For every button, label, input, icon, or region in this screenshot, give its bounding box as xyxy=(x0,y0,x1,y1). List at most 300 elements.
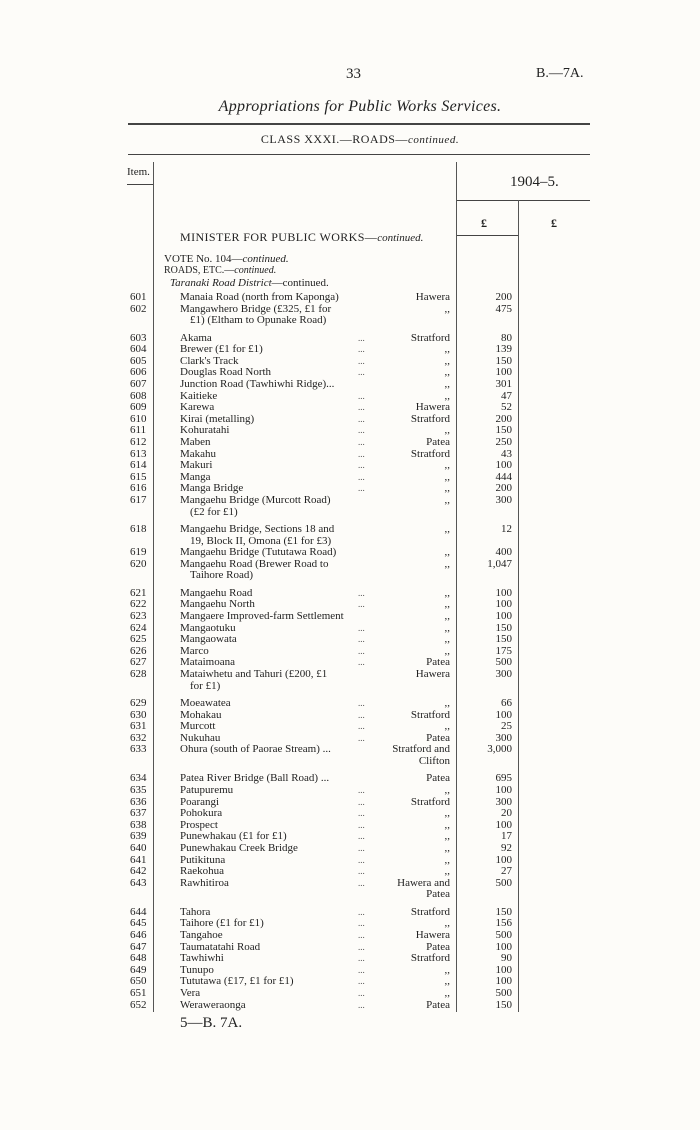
district-name-line: ,, xyxy=(444,842,450,854)
amount-value: 100 xyxy=(495,366,512,379)
item-number: 650 xyxy=(130,975,147,988)
leader-dots: ... xyxy=(358,964,365,975)
roads-heading-main: ROADS, ETC.— xyxy=(164,265,235,276)
item-number: 641 xyxy=(130,853,147,866)
district-name xyxy=(370,976,450,988)
amount-value: 156 xyxy=(495,917,512,930)
item-number: 618 xyxy=(130,523,147,535)
roads-heading xyxy=(164,265,276,276)
leader-dots: ... xyxy=(358,483,365,494)
district-name-line: ,, xyxy=(444,818,450,831)
item-description-line: Mangawhero Bridge (£325, £1 for xyxy=(180,302,332,315)
leader-dots: ... xyxy=(358,437,365,447)
item-description xyxy=(180,843,368,855)
amount-value: 150 xyxy=(495,905,512,918)
district-name-line: ,, xyxy=(444,523,450,535)
item-number: 632 xyxy=(130,731,147,744)
district-name xyxy=(370,483,450,495)
item-description-line: Ohura (south of Paorae Stream) ... xyxy=(180,743,331,756)
amount-value: 43 xyxy=(501,447,512,460)
amount-value: 80 xyxy=(501,331,512,344)
district-name-line: ,, xyxy=(444,343,450,356)
item-description-line: Mangaehu Road xyxy=(180,586,253,599)
district-name xyxy=(370,669,450,681)
leader-dots: ... xyxy=(358,355,365,366)
item-description-line: Mangaere Improved-farm Settlement xyxy=(180,610,344,622)
item-number: 630 xyxy=(130,708,147,721)
district-name xyxy=(370,797,450,809)
item-number: 624 xyxy=(130,621,147,634)
district-name-line: ,, xyxy=(444,975,450,988)
district-name xyxy=(370,953,450,965)
leader-dots: ... xyxy=(358,425,365,436)
district-name-line: Patea xyxy=(426,731,450,744)
item-description xyxy=(180,1000,368,1012)
item-description xyxy=(180,785,368,797)
leader-dots: ... xyxy=(358,796,365,807)
item-description-line: Mangaowata xyxy=(180,633,237,646)
district-name-line: ,, xyxy=(444,987,450,999)
amount-value: 100 xyxy=(495,610,512,622)
district-name xyxy=(370,495,450,507)
amount-value: 150 xyxy=(495,998,512,1011)
item-description-line: Makuri xyxy=(180,459,213,472)
district-name-line: Patea xyxy=(426,656,450,669)
title-rule xyxy=(128,123,590,125)
amount-value: 300 xyxy=(495,494,512,506)
district-name-line: ,, xyxy=(444,546,450,559)
item-description-line: Tawhiwhi xyxy=(180,952,224,965)
item-number: 625 xyxy=(130,633,147,646)
item-description-line: Akama xyxy=(180,331,212,344)
item-number: 631 xyxy=(130,720,147,733)
district-name xyxy=(370,414,450,426)
district-name-line: ,, xyxy=(444,366,450,379)
item-description-line: Makahu xyxy=(180,447,217,460)
roads-heading-suffix: continued. xyxy=(234,265,277,276)
item-number: 652 xyxy=(130,998,147,1011)
item-description-line: Murcott xyxy=(180,720,216,733)
amount-value: 695 xyxy=(495,772,512,785)
leader-dots: ... xyxy=(358,657,365,668)
leader-dots: ... xyxy=(358,941,365,952)
item-description xyxy=(180,988,368,1000)
item-number: 602 xyxy=(130,302,147,315)
leader-dots: ... xyxy=(358,918,365,929)
leader-dots: ... xyxy=(358,831,365,842)
item-description-line: Nukuhau xyxy=(180,731,221,744)
class-rule xyxy=(128,154,590,155)
district-name-line: ,, xyxy=(444,610,450,622)
amount-value: 52 xyxy=(501,401,512,414)
minister-heading-suffix: continued. xyxy=(377,232,424,244)
amount-value: 100 xyxy=(495,853,512,866)
item-number: 647 xyxy=(130,940,147,953)
district-name xyxy=(370,599,450,611)
leader-dots: ... xyxy=(358,721,365,732)
district-name xyxy=(370,367,450,379)
item-description-line: 19, Block II, Omona (£1 for £3) xyxy=(190,534,332,547)
item-description xyxy=(180,698,368,710)
district-name-line: Hawera xyxy=(415,401,450,414)
district-name-line: ,, xyxy=(444,482,450,495)
district-name xyxy=(370,588,450,600)
district-name-line: Stratford xyxy=(410,795,450,808)
amount-value: 500 xyxy=(495,929,512,941)
district-name xyxy=(370,808,450,820)
pound-symbol-col1: £ xyxy=(481,216,487,230)
district-name xyxy=(370,855,450,867)
item-number: 639 xyxy=(130,830,147,843)
amount-value: 444 xyxy=(495,470,512,483)
year-header-rule xyxy=(456,200,590,201)
item-number: 643 xyxy=(130,876,147,889)
item-number: 611 xyxy=(130,424,147,437)
item-description-line: Punewhakau (£1 for £1) xyxy=(180,830,287,843)
item-number: 604 xyxy=(130,343,147,356)
vote-heading xyxy=(164,253,289,265)
district-name xyxy=(370,472,450,484)
item-description-line: Mataimoana xyxy=(180,656,235,669)
item-description-line: Douglas Road North xyxy=(180,366,272,379)
item-description-line: Mataiwhetu and Tahuri (£200, £1 xyxy=(180,668,328,680)
amount-value: 1,047 xyxy=(487,557,512,570)
leader-dots: ... xyxy=(358,448,365,459)
class-title xyxy=(160,132,560,147)
item-description-line: Taumatatahi Road xyxy=(180,940,261,953)
item-number: 610 xyxy=(130,412,147,425)
item-description-line: Putikituna xyxy=(180,853,226,866)
item-number: 634 xyxy=(130,772,147,785)
leader-dots: ... xyxy=(358,732,365,743)
leader-dots: ... xyxy=(358,988,365,998)
item-description-line: Weraweraonga xyxy=(180,998,246,1011)
amount-value: 92 xyxy=(501,842,512,854)
district-name-line: ,, xyxy=(444,557,450,570)
item-description-line: Kohuratahi xyxy=(180,424,230,437)
district-name-line: Clifton xyxy=(418,754,450,767)
district-name-line: ,, xyxy=(444,784,450,796)
district-name xyxy=(370,524,450,536)
district-name-line: Stratford xyxy=(410,905,450,918)
leader-dots: ... xyxy=(358,877,365,888)
item-description xyxy=(180,976,368,988)
class-title-suffix: continued. xyxy=(407,134,460,146)
leader-dots: ... xyxy=(358,808,365,819)
item-description-line: Mangaehu Bridge, Sections 18 and xyxy=(180,523,335,535)
item-description-line: Mohakau xyxy=(180,708,222,721)
amount-column-divider xyxy=(456,162,457,1012)
item-description xyxy=(180,559,368,582)
item-description-line: Manga Bridge xyxy=(180,482,244,495)
district-name xyxy=(370,559,450,571)
district-name-line: ,, xyxy=(444,697,450,709)
district-heading-suffix: —continued. xyxy=(271,277,329,289)
district-name xyxy=(370,460,450,472)
item-description-line: Mangaehu Bridge (Murcott Road) xyxy=(180,494,331,506)
item-description-line: Manga xyxy=(180,470,211,483)
item-description-line: Pohokura xyxy=(180,807,223,820)
amount-value: 100 xyxy=(495,963,512,976)
district-name-line: ,, xyxy=(444,830,450,843)
district-name-line: ,, xyxy=(444,853,450,866)
minister-heading-main: MINISTER FOR PUBLIC WORKS— xyxy=(180,230,378,244)
page-title: Appropriations for Public Works Services. xyxy=(218,98,502,115)
item-number: 606 xyxy=(130,366,147,379)
amount-value: 100 xyxy=(495,598,512,611)
item-description-line: Vera xyxy=(180,987,201,999)
leader-dots: ... xyxy=(358,367,365,378)
item-description-line: Tangahoe xyxy=(180,929,223,941)
amount-value: 3,000 xyxy=(487,743,512,756)
item-header-rule xyxy=(127,184,153,185)
leader-dots: ... xyxy=(358,599,365,610)
item-number: 635 xyxy=(130,784,147,796)
item-number: 620 xyxy=(130,557,147,570)
district-name-line: ,, xyxy=(444,459,450,472)
district-name-line: ,, xyxy=(444,644,450,657)
district-name-line: Patea xyxy=(426,888,450,901)
leader-dots: ... xyxy=(358,634,365,645)
item-number: 636 xyxy=(130,795,147,808)
district-name-line: Hawera xyxy=(415,668,450,680)
district-name-line: ,, xyxy=(444,494,450,506)
leader-dots: ... xyxy=(358,698,365,708)
district-name xyxy=(370,843,450,855)
amount-value: 100 xyxy=(495,586,512,599)
district-name xyxy=(370,333,450,345)
district-name-line: ,, xyxy=(444,586,450,599)
item-number: 638 xyxy=(130,818,147,831)
district-name-line: Hawera and xyxy=(397,876,450,889)
amount-value: 200 xyxy=(495,482,512,495)
district-name-line: Patea xyxy=(426,436,450,448)
district-name xyxy=(370,710,450,722)
year-column-header: 1904–5. xyxy=(510,174,559,190)
page-signature: 5—B. 7A. xyxy=(180,1015,243,1031)
leader-dots: ... xyxy=(358,587,365,598)
amount-value: 150 xyxy=(495,354,512,367)
item-description xyxy=(180,524,368,547)
item-description-line: Maben xyxy=(180,436,211,448)
district-name xyxy=(370,449,450,461)
item-description-line: Raekohua xyxy=(180,865,224,878)
pound-header-rule xyxy=(456,235,518,236)
amount-value: 66 xyxy=(501,697,512,709)
item-description-line: Karewa xyxy=(180,401,215,414)
district-name-line: Stratford xyxy=(410,447,450,460)
leader-dots: ... xyxy=(358,390,365,401)
district-name-line: Stratford xyxy=(410,708,450,721)
item-number: 617 xyxy=(130,494,147,506)
amount-value: 300 xyxy=(495,668,512,680)
item-description-line: for £1) xyxy=(190,679,221,692)
district-name xyxy=(370,930,450,942)
item-number: 648 xyxy=(130,952,147,965)
district-name-line: ,, xyxy=(444,963,450,976)
leader-dots: ... xyxy=(358,854,365,865)
item-number: 627 xyxy=(130,656,147,669)
item-description xyxy=(180,669,368,692)
item-description-line: Clark's Track xyxy=(180,354,239,367)
district-name xyxy=(370,437,450,449)
amount-value: 150 xyxy=(495,424,512,437)
item-description-line: Mangaehu Road (Brewer Road to xyxy=(180,557,329,570)
district-heading xyxy=(170,277,329,289)
item-description xyxy=(180,304,368,327)
item-number: 615 xyxy=(130,470,147,483)
district-name-line: Stratford xyxy=(410,952,450,965)
item-description-line: Manaia Road (north from Kaponga) xyxy=(180,291,339,303)
amount-value: 100 xyxy=(495,784,512,796)
item-description-line: Prospect xyxy=(180,818,218,831)
item-number: 612 xyxy=(130,436,147,448)
item-number: 644 xyxy=(130,905,147,918)
district-name xyxy=(370,344,450,356)
item-description xyxy=(180,495,368,518)
leader-dots: ... xyxy=(358,344,365,355)
district-name xyxy=(370,785,450,797)
item-description xyxy=(180,292,368,304)
item-number: 601 xyxy=(130,291,147,303)
amount-value: 150 xyxy=(495,633,512,646)
amount-value: 400 xyxy=(495,546,512,559)
document-reference: B.—7A. xyxy=(536,66,584,81)
page-number: 33 xyxy=(346,66,361,82)
district-name xyxy=(370,698,450,710)
district-name-line: ,, xyxy=(444,621,450,634)
amount-value: 27 xyxy=(501,865,512,878)
item-number: 645 xyxy=(130,917,147,930)
item-description-line: Kaitieke xyxy=(180,389,218,402)
district-name xyxy=(370,907,450,919)
item-description xyxy=(180,437,368,449)
leader-dots: ... xyxy=(358,785,365,795)
district-name xyxy=(370,634,450,646)
item-description-line: Brewer (£1 for £1) xyxy=(180,343,263,356)
amount-value: 500 xyxy=(495,656,512,669)
item-number: 629 xyxy=(130,697,147,709)
district-name xyxy=(370,379,450,391)
item-number: 613 xyxy=(130,447,147,460)
amount-value: 300 xyxy=(495,795,512,808)
item-description-line: Taihore (£1 for £1) xyxy=(180,917,264,930)
item-description-line: Mangaehu Bridge (Tututawa Road) xyxy=(180,546,337,559)
district-name-line: ,, xyxy=(444,720,450,733)
item-number: 605 xyxy=(130,354,147,367)
item-number: 651 xyxy=(130,987,147,999)
minister-heading xyxy=(180,230,423,245)
amount-value: 300 xyxy=(495,731,512,744)
leader-dots: ... xyxy=(358,866,365,877)
amount-value: 90 xyxy=(501,952,512,965)
leader-dots: ... xyxy=(358,843,365,853)
item-description-line: Mangaehu North xyxy=(180,598,255,611)
district-name xyxy=(370,965,450,977)
district-name-line: Stratford and xyxy=(392,743,450,756)
district-name xyxy=(370,292,450,304)
district-name xyxy=(370,773,450,785)
item-description-line: Tututawa (£17, £1 for £1) xyxy=(180,975,294,988)
item-description-line: Mangaotuku xyxy=(180,621,236,634)
amount-value: 100 xyxy=(495,818,512,831)
district-name xyxy=(370,831,450,843)
district-name xyxy=(370,1000,450,1012)
item-description-line: Punewhakau Creek Bridge xyxy=(180,842,298,854)
vote-heading-main: VOTE No. 104— xyxy=(164,253,243,265)
amount-value: 100 xyxy=(495,708,512,721)
district-name-line: ,, xyxy=(444,598,450,611)
item-number: 619 xyxy=(130,546,147,559)
leader-dots: ... xyxy=(358,819,365,830)
district-name-line: ,, xyxy=(444,470,450,483)
leader-dots: ... xyxy=(358,709,365,720)
district-name-line: ,, xyxy=(444,389,450,402)
item-number: 621 xyxy=(130,586,147,599)
amount-value: 500 xyxy=(495,987,512,999)
second-amount-column-divider xyxy=(518,200,519,1012)
leader-dots: ... xyxy=(358,976,365,987)
item-number: 637 xyxy=(130,807,147,820)
amount-value: 500 xyxy=(495,876,512,889)
district-name-line: ,, xyxy=(444,424,450,437)
item-number: 603 xyxy=(130,331,147,344)
district-name-line: ,, xyxy=(444,865,450,878)
leader-dots: ... xyxy=(358,645,365,656)
district-name-line: ,, xyxy=(444,633,450,646)
item-description-line: Tunupo xyxy=(180,963,214,976)
amount-value: 17 xyxy=(501,830,512,843)
leader-dots: ... xyxy=(358,402,365,413)
district-name xyxy=(370,988,450,1000)
item-description-line: Poarangi xyxy=(180,795,220,808)
leader-dots: ... xyxy=(358,906,365,917)
pound-symbol-col2: £ xyxy=(551,216,557,230)
class-title-main: CLASS XXXI.—ROADS— xyxy=(260,132,408,146)
district-name xyxy=(370,623,450,635)
item-number: 614 xyxy=(130,459,147,472)
amount-value: 200 xyxy=(495,412,512,425)
vote-heading-suffix: continued. xyxy=(242,253,289,265)
district-name xyxy=(370,611,450,623)
item-description xyxy=(180,744,368,756)
district-name-line: Stratford xyxy=(410,331,450,344)
item-description-line: Rawhitiroa xyxy=(180,876,229,889)
district-name-line: Hawera xyxy=(415,929,450,941)
amount-value: 200 xyxy=(495,291,512,303)
district-name-line: ,, xyxy=(444,917,450,930)
item-number: 616 xyxy=(130,482,147,495)
leader-dots: ... xyxy=(358,953,365,964)
leader-dots: ... xyxy=(358,471,365,482)
amount-value: 301 xyxy=(495,378,512,390)
leader-dots: ... xyxy=(358,622,365,633)
district-name xyxy=(370,744,450,767)
amount-value: 100 xyxy=(495,459,512,472)
item-number: 623 xyxy=(130,610,147,622)
item-description-line: £1) (Eltham to Opunake Road) xyxy=(190,314,327,327)
district-name-line: ,, xyxy=(444,807,450,820)
amount-value: 175 xyxy=(495,644,512,657)
item-description-line: Marco xyxy=(180,644,209,657)
item-number: 626 xyxy=(130,644,147,657)
amount-value: 100 xyxy=(495,940,512,953)
district-heading-main: Taranaki Road District xyxy=(170,277,272,289)
amount-value: 150 xyxy=(495,621,512,634)
district-name-line: Stratford xyxy=(410,412,450,425)
amount-value: 25 xyxy=(501,720,512,733)
district-name-line: ,, xyxy=(444,302,450,315)
